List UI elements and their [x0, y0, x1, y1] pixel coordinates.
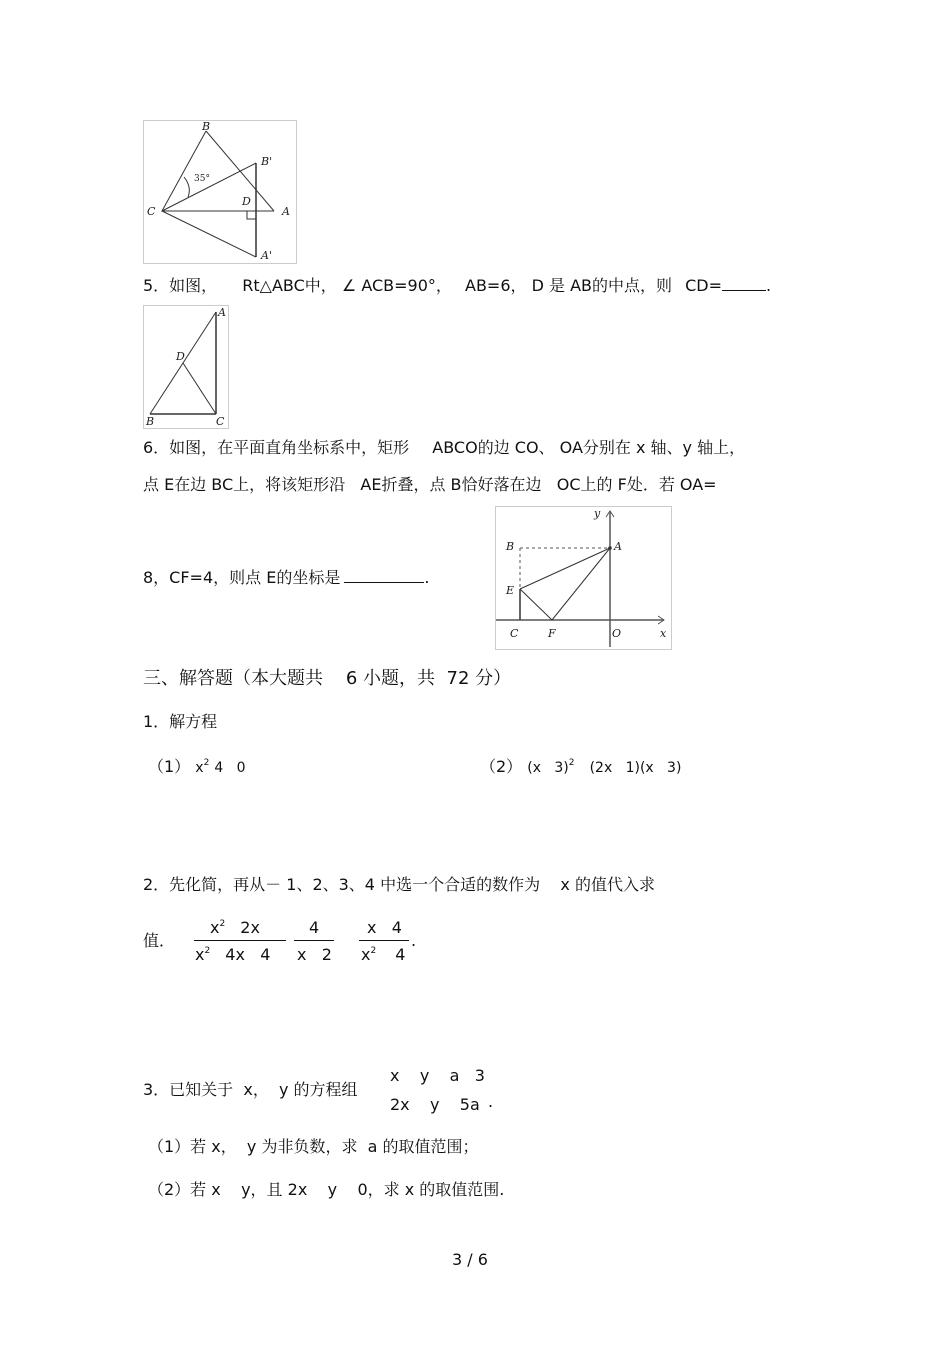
system-equation-1: x y a 3 [390, 1066, 485, 1085]
q6-line1-a: 6．如图，在平面直角坐标系中，矩形 [143, 438, 410, 457]
f1-den-a: x [195, 945, 205, 964]
question-5 [143, 276, 771, 296]
problem-1-title: 1．解方程 [143, 712, 218, 731]
fraction-1-numerator [210, 918, 260, 941]
label-a: A [614, 540, 622, 553]
label-x: x [660, 627, 667, 640]
label-d: D [242, 195, 251, 208]
fraction-1-denominator [195, 945, 270, 968]
label-c: C [147, 205, 156, 218]
problem-3-sub-1: （1）若 x， y 为非负数，求 a 的取值范围； [148, 1137, 479, 1156]
problem-2-line-1: 2．先化简，再从－ 1、2、3、4 中选一个合适的数作为 x 的值代入求 [143, 875, 655, 894]
q5-cd: CD= [685, 276, 723, 295]
problem-2-end: . [411, 931, 417, 950]
fraction-3-denominator [361, 945, 405, 968]
section-3-title: 三、解答题（本大题共 6 小题，共 72 分） [143, 668, 512, 689]
label-b: B [202, 121, 211, 133]
f1-den-sup: 2 [204, 946, 211, 956]
label-c: C [216, 415, 225, 428]
sub1-eq-sup: 2 [203, 758, 210, 768]
q6-line1-b: ABCO的边 CO、 OA分别在 x 轴、y 轴上， [432, 438, 746, 457]
sub2-label: （2） [480, 757, 523, 776]
system-equation-2: 2x y 5a [390, 1095, 480, 1114]
f3-den-a: x [361, 945, 371, 964]
f3-den-b: 4 [395, 945, 406, 964]
f1-num-a: x [210, 918, 220, 937]
answer-blank [344, 568, 424, 583]
label-b: B [506, 540, 515, 553]
label-a-prime: A' [261, 249, 272, 262]
sub2-eq-sup: 2 [568, 758, 575, 768]
label-c: C [510, 627, 519, 640]
problem-1-sub-1 [148, 757, 246, 780]
label-e: E [506, 584, 515, 597]
sub1-eq-a: x [195, 760, 204, 776]
figure-q5 [143, 305, 229, 429]
answer-blank [722, 276, 766, 291]
label-y: y [594, 507, 601, 520]
q5-angle: ∠ ACB=90°， [341, 276, 452, 295]
fraction-3-bar [359, 940, 409, 941]
label-d: D [176, 350, 185, 363]
label-b: B [146, 415, 155, 428]
sub2-eq-b: (2x 1)(x 3) [589, 760, 682, 776]
problem-3-sub-2: （2）若 x y，且 2x y 0，求 x 的取值范围. [148, 1180, 505, 1199]
q5-num: 5．如图， [143, 276, 218, 295]
problem-2-prefix: 值． [143, 931, 176, 950]
fraction-2-numerator: 4 [309, 918, 320, 937]
q6-line3: 8，CF=4，则点 E的坐标是 [143, 568, 341, 587]
sub2-eq-a: (x 3) [527, 760, 569, 776]
problem-3-line-1: 3．已知关于 x， y 的方程组 [143, 1080, 358, 1099]
figure-q4 [143, 120, 297, 264]
sub1-label: （1） [148, 757, 191, 776]
label-a: A [218, 306, 226, 319]
fraction-2-bar [294, 940, 334, 941]
sub1-eq-b: 4 0 [214, 760, 246, 776]
q5-rt: Rt△ABC中， [242, 276, 337, 295]
q5-d: D 是 AB的中点，则 [531, 276, 673, 295]
question-6-line-3 [143, 568, 429, 588]
q5-ab: AB=6， [465, 276, 527, 295]
label-a: A [282, 205, 290, 218]
q5-end: . [766, 276, 772, 295]
page-number: 3 / 6 [452, 1250, 488, 1269]
question-6-line-1 [143, 438, 745, 458]
label-angle: 35° [194, 174, 210, 184]
problem-1-sub-2 [480, 757, 681, 780]
f1-num-b: 2x [240, 918, 260, 937]
label-b-prime: B' [261, 155, 273, 168]
fraction-3-numerator: x 4 [367, 918, 402, 937]
problem-3-end: . [488, 1092, 494, 1111]
q6-end: . [424, 568, 430, 587]
f1-num-sup: 2 [219, 919, 226, 929]
f3-den-sup: 2 [370, 946, 377, 956]
f1-den-b: 4x 4 [225, 945, 271, 964]
label-o: O [612, 627, 622, 640]
figure-q6 [495, 506, 672, 650]
question-6-line-2: 点 E在边 BC上，将该矩形沿 AE折叠，点 B恰好落在边 OC上的 F处．若 OA= [143, 475, 717, 494]
fraction-2-denominator: x 2 [297, 945, 332, 964]
label-f: F [548, 627, 556, 640]
fraction-1-bar [194, 940, 286, 941]
